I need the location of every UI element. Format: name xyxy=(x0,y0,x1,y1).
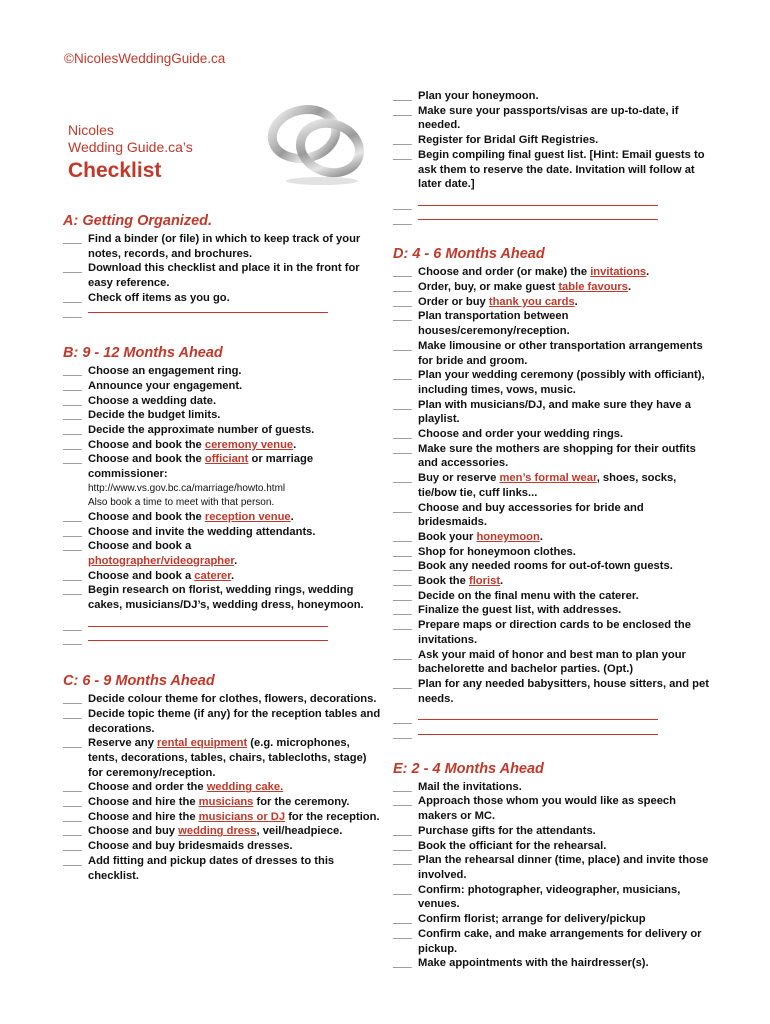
checklist-item: ___ Choose and invite the wedding attendants. xyxy=(63,525,316,538)
section-b-title: B: 9 - 12 Months Ahead xyxy=(63,345,223,362)
officiant-link[interactable]: officiant xyxy=(204,453,249,466)
checklist-item: ___ Ask your maid of honor and best man to plan your bachelorette and bachelor parties. (Opt.) xyxy=(393,648,686,676)
wedding-cake-link[interactable]: wedding cake. xyxy=(206,781,284,794)
checklist-item: ___ Confirm cake, and make arrangements for delivery or pickup. xyxy=(393,927,702,955)
ceremony-venue-link[interactable]: ceremony venue xyxy=(204,438,294,451)
florist-link[interactable]: florist xyxy=(468,575,501,588)
blank-line: ___ xyxy=(393,213,713,228)
thank-you-cards-link[interactable]: thank you cards xyxy=(488,295,575,308)
checklist-item: ___ Choose and book a photographer/videographer. xyxy=(63,540,238,567)
left-column xyxy=(63,212,381,883)
wedding-rings-image xyxy=(262,96,372,188)
honeymoon-link[interactable]: honeymoon xyxy=(476,530,540,543)
checklist-item: ___ Purchase gifts for the attendants. xyxy=(393,824,596,837)
section-e-title: E: 2 - 4 Months Ahead xyxy=(393,760,544,777)
blank-line: ___ xyxy=(63,633,381,648)
checklist-item: ___ Book any needed rooms for out-of-town guests. xyxy=(393,560,673,573)
checklist-item: ___ Choose and book the officiant or marriage commissioner: xyxy=(63,453,314,481)
checklist-item: ___ Choose and hire the musicians for the ceremony. xyxy=(63,796,350,809)
mens-formal-wear-link[interactable]: men’s formal wear xyxy=(499,472,597,485)
blank-line: ___ xyxy=(393,712,713,727)
marriage-url: http://www.vs.gov.bc.ca/marriage/howto.html xyxy=(88,482,286,494)
checklist-item: ___ Decide the approximate number of guests. xyxy=(63,424,315,437)
musicians-link[interactable]: musicians xyxy=(198,796,254,809)
checklist-item: ___ Choose and book the ceremony venue. xyxy=(63,438,297,451)
checklist-item: ___ Plan for any needed babysitters, house sitters, and pet needs. xyxy=(393,677,709,705)
checklist-item: ___ Choose and hire the musicians or DJ for the reception. xyxy=(63,810,380,823)
brand-line2: Wedding Guide.ca’s xyxy=(68,139,193,155)
right-column xyxy=(393,89,713,971)
checklist-item: ___ Register for Bridal Gift Registries. xyxy=(393,134,599,147)
checklist-item: ___ Approach those whom you would like as speech makers or MC. xyxy=(393,795,676,823)
blank-line: ___ xyxy=(393,198,713,213)
checklist-item: ___ Plan transportation between houses/ceremony/reception. xyxy=(393,310,570,338)
invitations-link[interactable]: invitations xyxy=(590,266,647,279)
photographer-link[interactable]: photographer/videographer xyxy=(88,554,235,567)
checklist-item: ___ Download this checklist and place it in the front for easy reference. xyxy=(63,262,360,290)
checklist-item: ___ Begin research on florist, wedding rings, wedding cakes, musicians/DJ’s, wedding dress, honeymoon. xyxy=(63,584,364,612)
checklist-item: ___ Make sure your passports/visas are up-to-date, if needed. xyxy=(393,104,679,132)
checklist-item: ___ Announce your engagement. xyxy=(63,379,243,392)
checklist-item: ___ Choose and order the wedding cake. xyxy=(63,781,284,794)
page-title: Checklist xyxy=(68,159,162,182)
checklist-item: ___ Decide on the final menu with the caterer. xyxy=(393,589,639,602)
officiant-note: Also book a time to meet with that person. xyxy=(88,496,275,508)
caterer-link[interactable]: caterer xyxy=(194,569,231,582)
reception-venue-link[interactable]: reception venue xyxy=(204,510,291,523)
checklist-item: ___ Choose and book a caterer. xyxy=(63,569,235,582)
brand-line1: Nicoles xyxy=(68,122,114,138)
checklist-item: ___ Plan with musicians/DJ, and make sure they have a playlist. xyxy=(393,398,691,426)
checklist-item: ___ Plan the rehearsal dinner (time, place) and invite those involved. xyxy=(393,854,709,881)
checklist-item: ___ Decide the budget limits. xyxy=(63,409,221,422)
checklist-item: ___ Finalize the guest list, with addresses. xyxy=(393,604,622,617)
checklist-item: ___ Check off items as you go. xyxy=(63,291,230,304)
section-c-title: C: 6 - 9 Months Ahead xyxy=(63,673,215,690)
checklist-item: ___ Decide topic theme (if any) for the reception tables and decorations. xyxy=(63,707,381,735)
table-favours-link[interactable]: table favours xyxy=(558,281,628,293)
checklist-item: ___ Shop for honeymoon clothes. xyxy=(393,545,576,558)
checklist-item: ___ Mail the invitations. xyxy=(393,780,522,793)
checklist-item: ___ Prepare maps or direction cards to be enclosed the invitations. xyxy=(393,619,691,646)
blank-line: ___ xyxy=(393,727,713,742)
checklist-item: ___ Reserve any rental equipment (e.g. microphones, tents, decorations, tables, chairs, tablecloths, stage) for ceremony/reception. xyxy=(63,737,367,779)
checklist-item: ___ Choose and buy bridesmaids dresses. xyxy=(63,840,293,853)
blank-line: ___ xyxy=(63,306,381,321)
checklist-item: ___ Choose and buy accessories for bride and bridesmaids. xyxy=(393,501,644,529)
checklist-item: ___ Plan your wedding ceremony (possibly with officiant), including times, vows, music. xyxy=(393,369,705,396)
checklist-item: ___ Add fitting and pickup dates of dresses to this checklist. xyxy=(63,854,335,882)
checklist-item: ___ Choose and order (or make) the invitations. xyxy=(393,266,650,279)
checklist-item: ___ Plan your honeymoon. xyxy=(393,90,539,102)
wedding-dress-link[interactable]: wedding dress xyxy=(178,825,257,838)
checklist-item: ___ Decide colour theme for clothes, flowers, decorations. xyxy=(63,693,377,706)
checklist-item: ___ Book your honeymoon. xyxy=(393,530,543,543)
checklist-item: ___ Confirm: photographer, videographer, musicians, venues. xyxy=(393,883,681,911)
copyright: ©NicolesWeddingGuide.ca xyxy=(64,51,226,66)
checklist-item: ___ Find a binder (or file) in which to keep track of your notes, records, and brochures. xyxy=(63,233,361,260)
checklist-item: ___ Choose and order your wedding rings. xyxy=(393,428,624,441)
checklist-item: ___ Book the officiant for the rehearsal. xyxy=(393,839,607,852)
checklist-item: ___ Begin compiling final guest list. [Hint: Email guests to ask them to reserve the date. Invitation will follow at later date.] xyxy=(393,148,705,191)
checklist-item: ___ Choose and book the reception venue. xyxy=(63,510,294,523)
checklist-item: ___ Order, buy, or make guest table favours. xyxy=(393,281,632,293)
checklist-item: ___ Make limousine or other transportation arrangements for bride and groom. xyxy=(393,339,703,367)
blank-line: ___ xyxy=(63,619,381,634)
checklist-item: ___ Make sure the mothers are shopping for their outfits and accessories. xyxy=(393,442,696,470)
checklist-item: ___ Choose an engagement ring. xyxy=(63,365,242,378)
section-d-title: D: 4 - 6 Months Ahead xyxy=(393,246,545,263)
rental-equipment-link[interactable]: rental equipment xyxy=(157,737,248,750)
checklist-item: ___ Order or buy thank you cards. xyxy=(393,295,578,308)
checklist-item: ___ Make appointments with the hairdresser(s). xyxy=(393,957,649,970)
musicians-dj-link[interactable]: musicians or DJ xyxy=(198,810,286,823)
brand-block xyxy=(68,122,193,184)
checklist-item: ___ Choose and buy wedding dress, veil/headpiece. xyxy=(63,825,343,838)
checklist-item: ___ Book the florist. xyxy=(393,575,504,588)
checklist-item: ___ Confirm florist; arrange for delivery/pickup xyxy=(393,913,646,926)
checklist-item: ___ Buy or reserve men’s formal wear, shoes, socks, tie/bow tie, cuff links... xyxy=(393,472,677,499)
section-a-title: A: Getting Organized. xyxy=(63,213,213,229)
checklist-item: ___ Choose a wedding date. xyxy=(63,394,217,407)
